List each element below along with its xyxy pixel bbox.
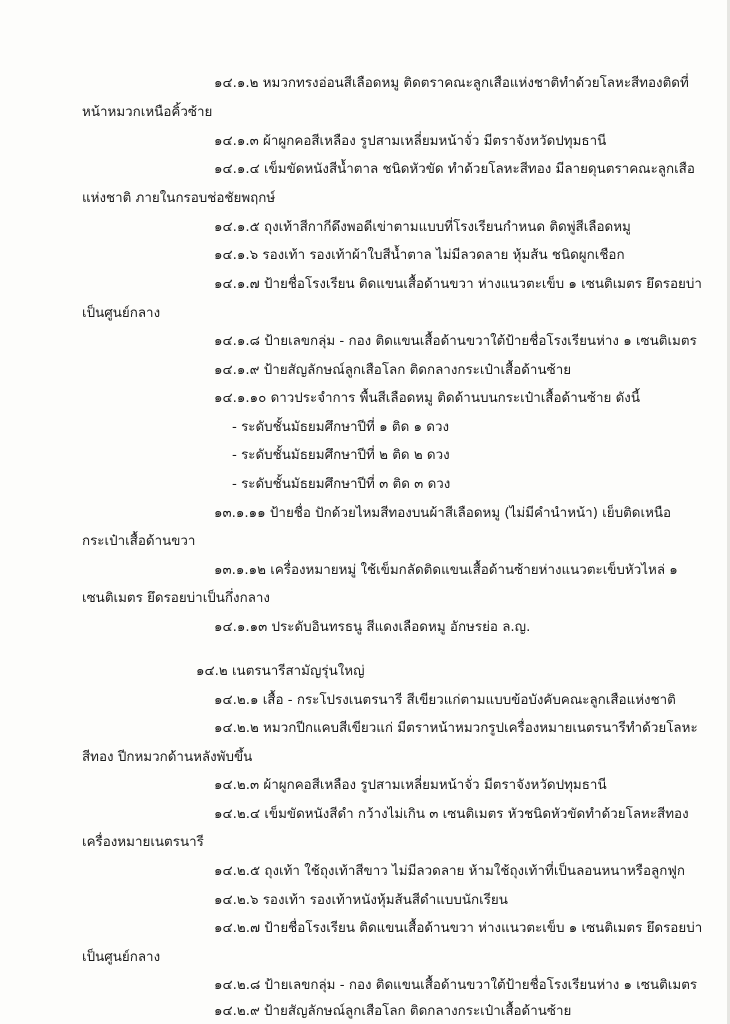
text-line: ๑๔.๑.๓ ผ้าผูกคอสีเหลือง รูปสามเหลี่ยมหน้าจั่ว มีตราจังหวัดปทุมธานี <box>214 134 607 149</box>
text-line: ๑๔.๒.๖ รองเท้า รองเท้าหนังหุ้มส้นสีดำแบบนักเรียน <box>214 893 508 908</box>
text-line: ๑๔.๒.๘ ป้ายเลขกลุ่ม - กอง ติดแขนเสื้อด้านขวาใต้ป้ายชื่อโรงเรียนห่าง ๑ เซนติเมตร <box>214 978 698 993</box>
text-line: ๑๔.๑.๑๓ ประดับอินทรธนู สีแดงเลือดหมู อักษรย่อ ล.ญ. <box>214 620 531 635</box>
text-line: ๑๔.๒.๙ ป้ายสัญลักษณ์ลูกเสือโลก ติดกลางกระเป๋าเสื้อด้านซ้าย <box>214 1004 572 1019</box>
section-heading: ๑๔.๒ เนตรนารีสามัญรุ่นใหญ่ <box>196 664 365 679</box>
text-line: ๑๔.๑.๖ รองเท้า รองเท้าผ้าใบสีน้ำตาล ไม่มีลวดลาย หุ้มส้น ชนิดผูกเชือก <box>214 248 625 263</box>
text-line: กระเป๋าเสื้อด้านขวา <box>82 534 196 549</box>
text-line: ๑๔.๒.๗ ป้ายชื่อโรงเรียน ติดแขนเสื้อด้านขวา ห่างแนวตะเข็บ ๑ เซนติเมตร ยึดรอยบ่า <box>214 921 703 936</box>
text-line: ๑๔.๑.๒ หมวกทรงอ่อนสีเลือดหมู ติดตราคณะลูกเสือแห่งชาติทำด้วยโลหะสีทองติดที่ <box>214 76 689 91</box>
text-line: ๑๔.๒.๑ เสื้อ - กระโปรงเนตรนารี สีเขียวแก่ตามแบบข้อบังคับคณะลูกเสือแห่งชาติ <box>214 693 676 708</box>
text-line: ๑๔.๒.๒ หมวกปีกแคบสีเขียวแก่ มีตราหน้าหมวกรูปเครื่องหมายเนตรนารีทำด้วยโลหะ <box>214 721 698 736</box>
text-line: ๑๓.๑.๑๑ ป้ายชื่อ ปักด้วยไหมสีทองบนผ้าสีเลือดหมู (ไม่มีคำนำหน้า) เย็บติดเหนือ <box>214 506 672 521</box>
text-line: ๑๔.๑.๗ ป้ายชื่อโรงเรียน ติดแขนเสื้อด้านขวา ห่างแนวตะเข็บ ๑ เซนติเมตร ยึดรอยบ่า <box>214 277 702 292</box>
text-line: สีทอง ปีกหมวกด้านหลังพับขึ้น <box>82 750 253 765</box>
text-line: ๑๔.๑.๑๐ ดาวประจำการ พื้นสีเลือดหมู ติดด้านบนกระเป๋าเสื้อด้านซ้าย ดังนี้ <box>214 391 640 406</box>
text-line: เซนติเมตร ยึดรอยบ่าเป็นกึ่งกลาง <box>82 591 270 606</box>
text-line: ๑๔.๒.๕ ถุงเท้า ใช้ถุงเท้าสีขาว ไม่มีลวดลาย ห้ามใช้ถุงเท้าที่เป็นลอนหนาหรือลูกฟูก <box>214 864 685 879</box>
text-line: แห่งชาติ ภายในกรอบช่อชัยพฤกษ์ <box>82 191 276 206</box>
text-line: เครื่องหมายเนตรนารี <box>82 835 204 850</box>
text-line: ๑๔.๑.๘ ป้ายเลขกลุ่ม - กอง ติดแขนเสื้อด้านขวาใต้ป้ายชื่อโรงเรียนห่าง ๑ เซนติเมตร <box>214 334 697 349</box>
text-line: ๑๔.๒.๓ ผ้าผูกคอสีเหลือง รูปสามเหลี่ยมหน้าจั่ว มีตราจังหวัดปทุมธานี <box>214 778 607 793</box>
text-line: เป็นศูนย์กลาง <box>82 950 161 965</box>
text-line: ๑๔.๒.๔ เข็มขัดหนังสีดำ กว้างไม่เกิน ๓ เซนติเมตร หัวชนิดหัวขัดทำด้วยโลหะสีทอง <box>214 807 689 822</box>
text-line: ๑๔.๑.๕ ถุงเท้าสีกากีดึงพอดีเข่าตามแบบที่โรงเรียนกำหนด ติดพู่สีเลือดหมู <box>214 220 631 235</box>
text-line: หน้าหมวกเหนือคิ้วซ้าย <box>82 105 213 120</box>
text-line: ๑๔.๑.๔ เข็มขัดหนังสีน้ำตาล ชนิดหัวขัด ทำด้วยโลหะสีทอง มีลายดุนตราคณะลูกเสือ <box>214 162 695 177</box>
bullet-line: - ระดับชั้นมัธยมศึกษาปีที่ ๒ ติด ๒ ดวง <box>232 448 450 463</box>
text-line: ๑๓.๑.๑๒ เครื่องหมายหมู่ ใช้เข็มกลัดติดแขนเสื้อด้านซ้ายห่างแนวตะเข็บหัวไหล่ ๑ <box>214 563 678 578</box>
bullet-line: - ระดับชั้นมัธยมศึกษาปีที่ ๑ ติด ๑ ดวง <box>232 420 450 435</box>
bullet-line: - ระดับชั้นมัธยมศึกษาปีที่ ๓ ติด ๓ ดวง <box>232 477 451 492</box>
text-line: ๑๔.๑.๙ ป้ายสัญลักษณ์ลูกเสือโลก ติดกลางกระเป๋าเสื้อด้านซ้าย <box>214 363 572 378</box>
text-line: เป็นศูนย์กลาง <box>82 306 161 321</box>
